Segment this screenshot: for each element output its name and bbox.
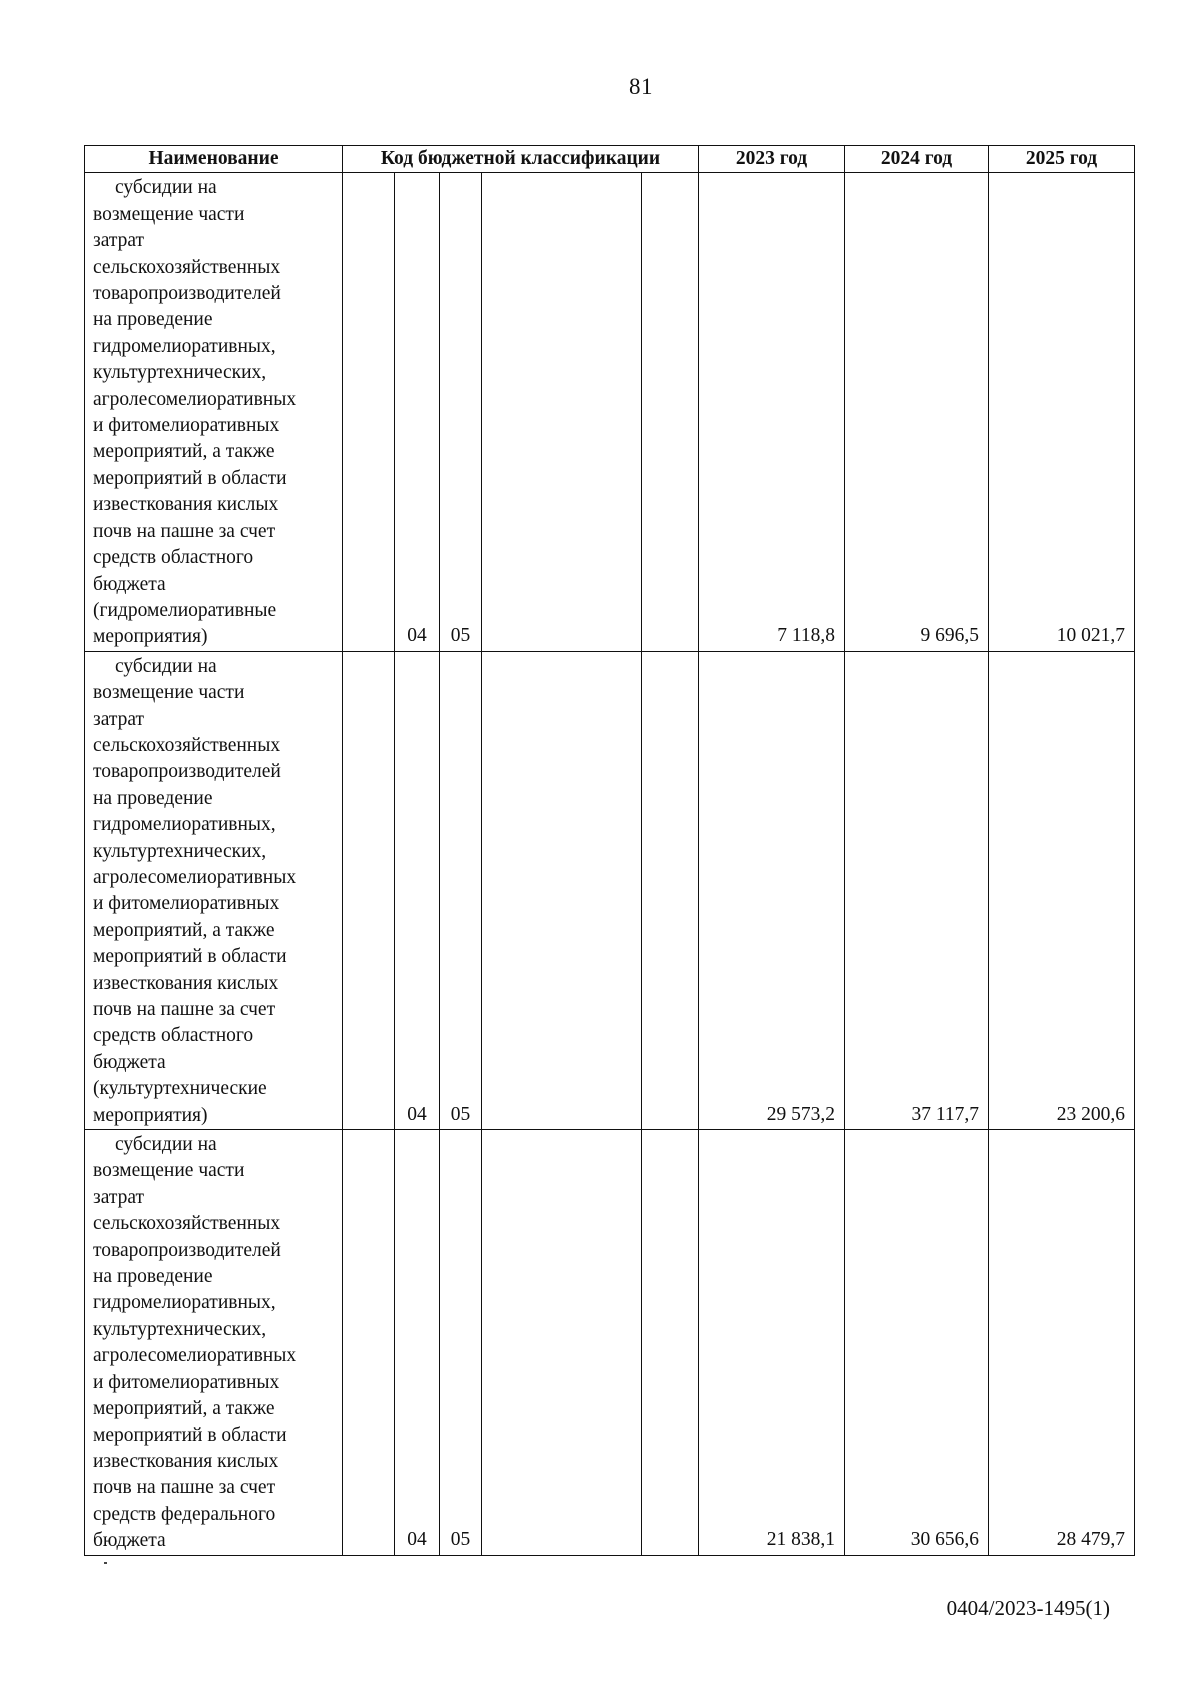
row-name-line: агролесомелиоративных	[93, 1345, 297, 1367]
row-name-line: культуртехнических,	[93, 1318, 267, 1340]
row-name-line: бюджета	[93, 1051, 166, 1073]
row-name-line: средств федерального	[93, 1503, 276, 1525]
document-code: 0404/2023-1495(1)	[946, 1596, 1110, 1620]
row-name-line: и фитомелиоративных	[93, 1371, 280, 1393]
scan-mark	[104, 1562, 107, 1564]
row-name-line: на проведение	[93, 787, 213, 809]
row-name-line: агролесомелиоративных	[93, 866, 297, 888]
row-name	[85, 173, 343, 651]
row-name-line: известкования кислых	[93, 972, 279, 994]
page-number: 81	[629, 74, 653, 99]
row-name-line: культуртехнических,	[93, 840, 267, 862]
row-name-line: мероприятий в области	[93, 467, 287, 489]
row-name-line: (гидромелиоративные	[93, 599, 277, 621]
row-name-line: гидромелиоративных,	[93, 1292, 276, 1314]
code-razdel: 04	[395, 1130, 440, 1556]
row-name-line: бюджета	[93, 573, 166, 595]
value-2024: 9 696,5	[845, 173, 989, 651]
row-name-line: субсидии на	[115, 177, 217, 199]
header-name: Наименование	[85, 146, 343, 173]
code-podrazdel: 05	[440, 1130, 482, 1556]
table-row	[85, 173, 1135, 651]
row-name-line: (культуртехнические	[93, 1078, 267, 1100]
code-blank	[343, 173, 395, 651]
row-name-line: и фитомелиоративных	[93, 415, 280, 437]
row-name-line: субсидии на	[115, 1134, 217, 1156]
row-name-line: товаропроизводителей	[93, 283, 281, 305]
row-name-line: гидромелиоративных,	[93, 814, 276, 836]
header-2025: 2025 год	[989, 146, 1135, 173]
row-name-line: сельскохозяйственных	[93, 256, 281, 278]
code-blank	[343, 651, 395, 1129]
row-name-line: затрат	[93, 1186, 145, 1208]
header-2023: 2023 год	[699, 146, 845, 173]
row-name-line: сельскохозяйственных	[93, 1213, 281, 1235]
row-name-line: товаропроизводителей	[93, 1239, 281, 1261]
row-name-line: возмещение части	[93, 682, 245, 704]
row-name-line: мероприятий в области	[93, 946, 287, 968]
row-name-line: гидромелиоративных,	[93, 335, 276, 357]
row-name-line: культуртехнических,	[93, 362, 267, 384]
code-target	[482, 651, 642, 1129]
row-name-line: на проведение	[93, 309, 213, 331]
value-2023: 29 573,2	[699, 651, 845, 1129]
value-2025: 23 200,6	[989, 651, 1135, 1129]
row-name-line: товаропроизводителей	[93, 761, 281, 783]
row-name	[85, 651, 343, 1129]
value-2023: 7 118,8	[699, 173, 845, 651]
row-name-line: бюджета	[93, 1530, 166, 1552]
row-name-line: известкования кислых	[93, 494, 279, 516]
row-name-line: затрат	[93, 230, 145, 252]
row-name-line: мероприятия)	[93, 626, 208, 648]
row-name-line: почв на пашне за счет	[93, 520, 276, 542]
row-name-line: возмещение части	[93, 203, 245, 225]
value-2024: 37 117,7	[845, 651, 989, 1129]
table-row	[85, 1130, 1135, 1556]
budget-table	[84, 145, 1135, 1556]
code-vid	[642, 1130, 699, 1556]
code-podrazdel: 05	[440, 651, 482, 1129]
value-2025: 10 021,7	[989, 173, 1135, 651]
row-name-line: мероприятия)	[93, 1104, 208, 1126]
row-name-line: мероприятий, а также	[93, 1398, 275, 1420]
row-name-line: на проведение	[93, 1266, 213, 1288]
row-name-line: субсидии на	[115, 655, 217, 677]
code-blank	[343, 1130, 395, 1556]
value-2025: 28 479,7	[989, 1130, 1135, 1556]
row-name-line: средств областного	[93, 547, 254, 569]
value-2023: 21 838,1	[699, 1130, 845, 1556]
code-vid	[642, 173, 699, 651]
row-name-line: почв на пашне за счет	[93, 1477, 276, 1499]
code-podrazdel: 05	[440, 173, 482, 651]
header-code: Код бюджетной классификации	[343, 146, 699, 173]
row-name-line: затрат	[93, 708, 145, 730]
value-2024: 30 656,6	[845, 1130, 989, 1556]
table-row	[85, 651, 1135, 1129]
row-name-line: мероприятий в области	[93, 1424, 287, 1446]
code-target	[482, 173, 642, 651]
row-name-line: агролесомелиоративных	[93, 388, 297, 410]
row-name-line: и фитомелиоративных	[93, 893, 280, 915]
code-vid	[642, 651, 699, 1129]
header-2024: 2024 год	[845, 146, 989, 173]
header-row	[85, 146, 1135, 173]
code-target	[482, 1130, 642, 1556]
row-name-line: возмещение части	[93, 1160, 245, 1182]
row-name-line: мероприятий, а также	[93, 919, 275, 941]
row-name-line: известкования кислых	[93, 1450, 279, 1472]
row-name-line: почв на пашне за счет	[93, 999, 276, 1020]
code-razdel: 04	[395, 651, 440, 1129]
row-name	[85, 1130, 343, 1556]
row-name-line: сельскохозяйственных	[93, 734, 281, 756]
row-name-line: мероприятий, а также	[93, 441, 275, 463]
row-name-line: средств областного	[93, 1025, 254, 1047]
code-razdel: 04	[395, 173, 440, 651]
